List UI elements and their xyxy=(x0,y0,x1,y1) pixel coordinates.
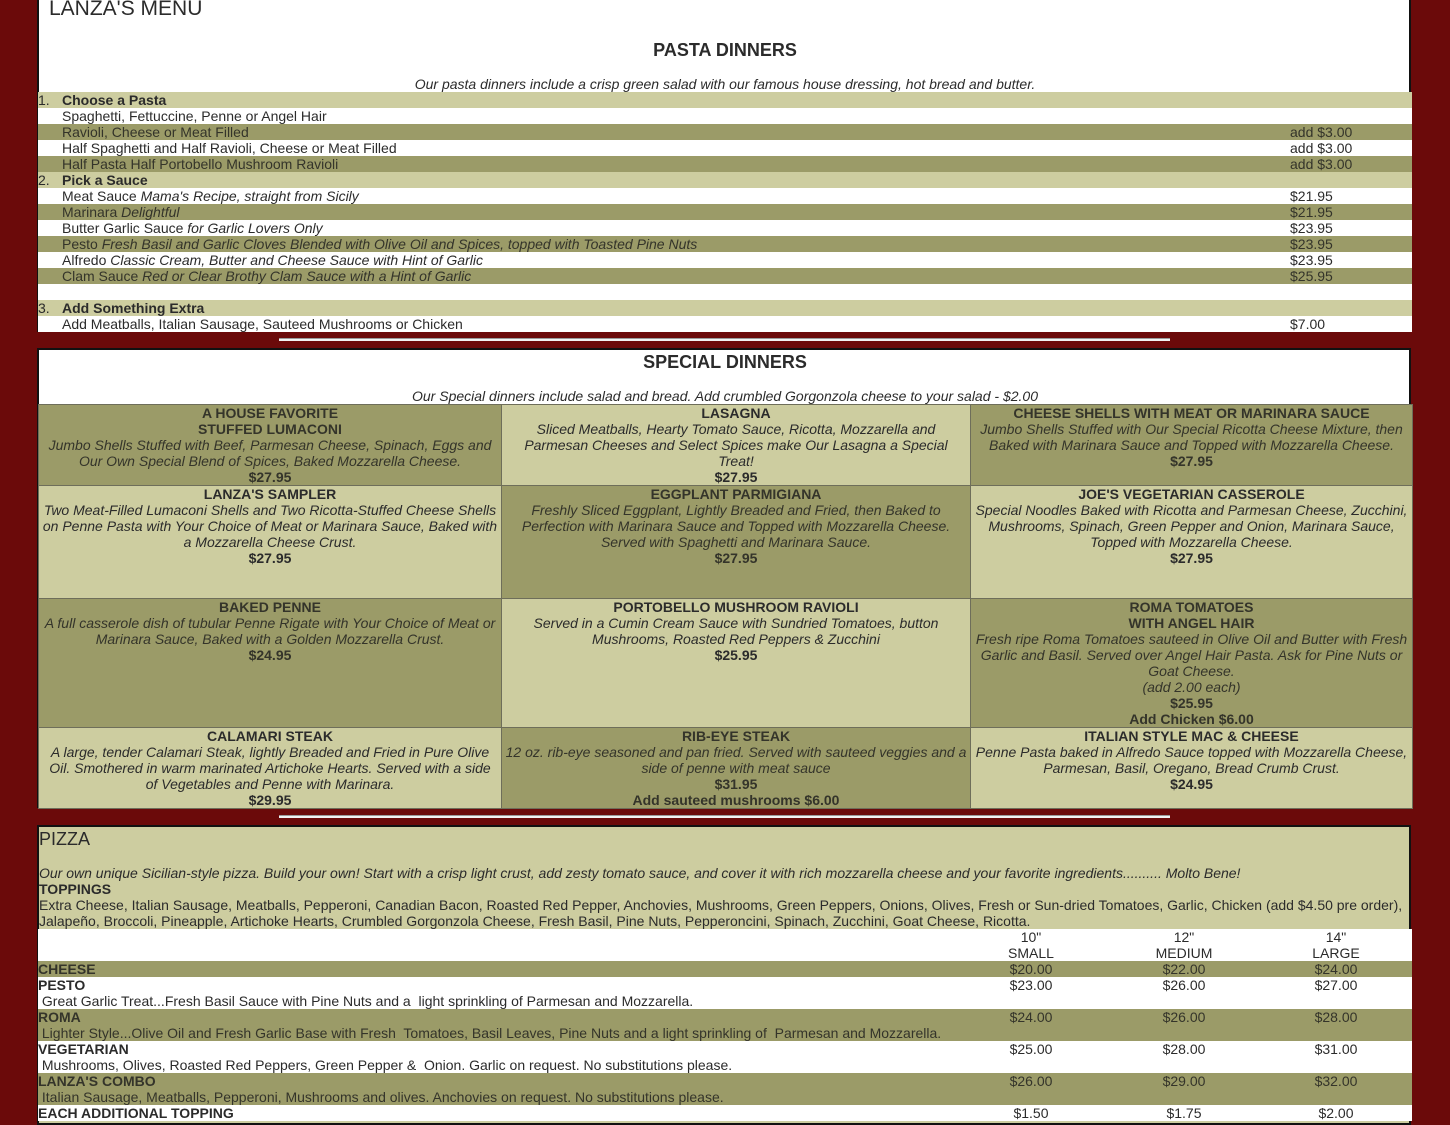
dish-description: A large, tender Calamari Steak, lightly Breaded and Fried in Pure Olive Oil. Smothered in warm marinated Artichoke Hearts. Served with a side of Vegetables and Penne with Marinara. xyxy=(49,744,491,792)
special-dish xyxy=(39,728,502,809)
special-row xyxy=(39,599,1413,728)
item-name: Alfredo xyxy=(62,252,107,268)
size-column xyxy=(1139,929,1229,961)
dish-description: A full casserole dish of tubular Penne Rigate with Your Choice of Meat or Marinara Sauce, Baked with a Golden Mozzarella Crust. xyxy=(44,615,496,647)
divider-rule xyxy=(279,815,1170,818)
row-item xyxy=(62,92,166,108)
pizza-price: $28.00 xyxy=(1162,1041,1206,1057)
item-description: Classic Cream, Butter and Cheese Sauce with Hint of Garlic xyxy=(110,252,483,268)
item-price: $23.95 xyxy=(1290,220,1333,236)
pizza-description: Italian Sausage, Meatballs, Pepperoni, Mushrooms and olives. Anchovies on request. No substitutions please. xyxy=(38,1089,724,1105)
pasta-panel xyxy=(37,0,1411,332)
pizza-price: $1.50 xyxy=(1013,1105,1049,1121)
dish-name: PORTOBELLO MUSHROOM RAVIOLI xyxy=(613,599,859,615)
toppings-list: Extra Cheese, Italian Sausage, Meatballs, Pepperoni, Canadian Bacon, Roasted Red Pepper, Anchovies, Mushrooms, Green Peppers, Onions, Olives, Fresh or Sun-dried Tomatoes, Garlic, Chicken (add $4.50 pre order), Jalapeño, Broccoli, Pineapple, Artichoke Hearts, Crumbled Gorgonzola Cheese, Fresh Basil, Pine Nuts, Pepperoncini, Spinach, Zucchini, Goat Cheese, Ricotta. xyxy=(39,897,1403,929)
row-item xyxy=(62,188,359,204)
dish-name: RIB-EYE STEAK xyxy=(681,728,791,744)
pizza-item xyxy=(38,977,1412,1009)
item-name: Choose a Pasta xyxy=(62,92,167,108)
item-price: $23.95 xyxy=(1290,252,1333,268)
row-item xyxy=(62,220,323,236)
pizza-item-text xyxy=(38,1073,724,1105)
pizza-item xyxy=(38,1073,1412,1105)
pizza-item-text xyxy=(38,977,693,1009)
item-price: $21.95 xyxy=(1290,204,1333,220)
size-inches: 12" xyxy=(1173,929,1195,945)
dish-description: Jumbo Shells Stuffed with Beef, Parmesan Cheese, Spinach, Eggs and Our Own Special Blend of Spices, Baked Mozzarella Cheese. xyxy=(48,437,492,469)
pizza-description: Mushrooms, Olives, Roasted Red Peppers, Green Pepper & Onion. Garlic on request. No substitutions please. xyxy=(38,1057,733,1073)
dish-description: Served in a Cumin Cream Sauce with Sundried Tomatoes, button Mushrooms, Roasted Red Peppers & Zucchini xyxy=(533,615,939,647)
pizza-price: $24.00 xyxy=(1009,1009,1053,1025)
pizza-item-text xyxy=(38,961,96,977)
item-name: Half Pasta Half Portobello Mushroom Ravioli xyxy=(62,156,339,172)
pizza-price: $27.00 xyxy=(1314,977,1358,993)
pasta-row xyxy=(38,172,1412,188)
special-intro: Our Special dinners include salad and bread. Add crumbled Gorgonzola cheese to your salad - $2.00 xyxy=(412,388,1038,404)
row-number: 2. xyxy=(38,172,50,188)
pizza-price: $26.00 xyxy=(1162,1009,1206,1025)
dish-price: $27.95 xyxy=(248,550,292,566)
row-item xyxy=(62,236,697,252)
pizza-item xyxy=(38,1105,1412,1121)
pizza-price: $26.00 xyxy=(1162,977,1206,993)
pizza-item xyxy=(38,1009,1412,1041)
item-description: Fresh Basil and Garlic Cloves Blended with Olive Oil and Spices, topped with Toasted Pine Nuts xyxy=(101,236,698,252)
pizza-intro: Our own unique Sicilian-style pizza. Build your own! Start with a crisp light crust, add zesty tomato sauce, and cover it with rich mozzarella cheese and your favorite ingredients.......... Molto Bene! xyxy=(39,865,1241,881)
pasta-row xyxy=(38,204,1412,220)
item-name: Half Spaghetti and Half Ravioli, Cheese or Meat Filled xyxy=(62,140,397,156)
pasta-row xyxy=(38,316,1412,332)
pizza-price: $2.00 xyxy=(1318,1105,1354,1121)
size-inches: 14" xyxy=(1325,929,1347,945)
item-price: $7.00 xyxy=(1290,316,1326,332)
special-dish xyxy=(502,405,971,486)
special-dish xyxy=(971,728,1413,809)
pasta-row xyxy=(38,188,1412,204)
pizza-item-text xyxy=(38,1105,234,1121)
pasta-row xyxy=(38,300,1412,316)
row-item xyxy=(62,108,327,124)
size-column xyxy=(1291,929,1381,961)
special-dish xyxy=(971,486,1413,599)
dish-description: Freshly Sliced Eggplant, Lightly Breaded and Fried, then Baked to Perfection with Marinara Sauce and Topped with Mozzarella Cheese. Served with Spaghetti and Marinara Sauce. xyxy=(521,502,951,550)
size-column xyxy=(986,929,1076,961)
pizza-name: EACH ADDITIONAL TOPPING xyxy=(38,1105,234,1121)
toppings-label: TOPPINGS xyxy=(39,881,112,897)
row-item xyxy=(62,124,249,140)
pizza-price: $23.00 xyxy=(1009,977,1053,993)
size-label: MEDIUM xyxy=(1155,945,1213,961)
special-dish xyxy=(502,728,971,809)
special-dish xyxy=(971,599,1413,728)
pizza-name: VEGETARIAN xyxy=(38,1041,129,1057)
item-name: Ravioli, Cheese or Meat Filled xyxy=(62,124,249,140)
dish-addon: Add sauteed mushrooms $6.00 xyxy=(632,792,840,808)
dish-price: $27.95 xyxy=(714,469,758,485)
dish-name: CALAMARI STEAK xyxy=(207,728,333,744)
dish-name: EGGPLANT PARMIGIANA xyxy=(650,486,822,502)
special-row xyxy=(39,728,1413,809)
special-dish xyxy=(39,405,502,486)
dish-name: ROMA TOMATOES xyxy=(1129,599,1254,615)
item-description: for Garlic Lovers Only xyxy=(187,220,323,236)
item-name: Pick a Sauce xyxy=(62,172,148,188)
row-item xyxy=(62,140,397,156)
row-item xyxy=(62,156,338,172)
pizza-price: $32.00 xyxy=(1314,1073,1358,1089)
pizza-heading: PIZZA xyxy=(39,829,91,849)
row-item xyxy=(62,316,463,332)
item-name: Spaghetti, Fettuccine, Penne or Angel Hair xyxy=(62,108,327,124)
pizza-price: $26.00 xyxy=(1009,1073,1053,1089)
pasta-row xyxy=(38,156,1412,172)
item-name: Butter Garlic Sauce xyxy=(62,220,184,236)
dish-price: $27.95 xyxy=(1170,550,1213,566)
pizza-price: $28.00 xyxy=(1314,1009,1358,1025)
pasta-row xyxy=(38,140,1412,156)
item-name: Add Something Extra xyxy=(62,300,205,316)
item-price: $23.95 xyxy=(1290,236,1333,252)
item-description: Mama's Recipe, straight from Sicily xyxy=(140,188,359,204)
pasta-row xyxy=(38,220,1412,236)
dish-description: Special Noodles Baked with Ricotta and Parmesan Cheese, Zucchini, Mushrooms, Spinach, Green Pepper and Onion, Marinara Sauce, Topped with Mozzarella Cheese. xyxy=(975,502,1408,550)
dish-price: $27.95 xyxy=(248,469,292,485)
dish-name: ITALIAN STYLE MAC & CHEESE xyxy=(1084,728,1299,744)
page-title: LANZA'S MENU xyxy=(49,0,203,20)
pizza-panel xyxy=(37,825,1411,1125)
dish-price: $24.95 xyxy=(248,647,292,663)
size-inches: 10" xyxy=(1020,929,1042,945)
row-number: 3. xyxy=(38,300,50,316)
row-item xyxy=(62,172,148,188)
dish-price: $29.95 xyxy=(248,792,292,808)
size-label: LARGE xyxy=(1312,945,1360,961)
divider-rule xyxy=(279,338,1170,341)
dish-name: JOE'S VEGETARIAN CASSEROLE xyxy=(1078,486,1305,502)
item-name: Marinara xyxy=(62,204,118,220)
special-dish xyxy=(971,405,1413,486)
special-dish xyxy=(39,599,502,728)
dish-description: Two Meat-Filled Lumaconi Shells and Two Ricotta-Stuffed Cheese Shells on Penne Pasta with Your Choice of Meat or Marinara Sauce, Baked with a Mozzarella Cheese Crust. xyxy=(42,502,498,550)
item-description: Delightful xyxy=(121,204,180,220)
pasta-row xyxy=(38,252,1412,268)
item-price: add $3.00 xyxy=(1290,140,1353,156)
pizza-price: $31.00 xyxy=(1314,1041,1358,1057)
pasta-row xyxy=(38,108,1412,124)
special-panel xyxy=(37,348,1411,808)
pasta-row xyxy=(38,92,1412,108)
pizza-description: Lighter Style...Olive Oil and Fresh Garlic Base with Fresh Tomatoes, Basil Leaves, Pine Nuts and a light sprinkling of Parmesan and Mozzarella. xyxy=(38,1025,942,1041)
dish-name: BAKED PENNE xyxy=(219,599,321,615)
dish-name: LANZA'S SAMPLER xyxy=(203,486,337,502)
dish-price: $27.95 xyxy=(714,550,758,566)
pasta-heading: PASTA DINNERS xyxy=(653,40,797,60)
pasta-row xyxy=(38,268,1412,284)
dish-name: CHEESE SHELLS WITH MEAT OR MARINARA SAUCE xyxy=(1013,405,1370,421)
item-name: Add Meatballs, Italian Sausage, Sauteed Mushrooms or Chicken xyxy=(62,316,463,332)
dish-price: $25.95 xyxy=(714,647,758,663)
row-item xyxy=(62,204,180,220)
dish-description: Fresh ripe Roma Tomatoes sauteed in Olive Oil and Butter with Fresh Garlic and Basil. Served over Angel Hair Pasta. Ask for Pine Nuts or Goat Cheese. xyxy=(975,631,1408,679)
item-description: Red or Clear Brothy Clam Sauce with a Hint of Garlic xyxy=(142,268,472,284)
pizza-item-text xyxy=(38,1041,732,1073)
pizza-name: LANZA'S COMBO xyxy=(38,1073,156,1089)
pasta-row xyxy=(38,284,1412,300)
special-dish xyxy=(502,599,971,728)
dish-price: $27.95 xyxy=(1170,453,1213,469)
pasta-row xyxy=(38,236,1412,252)
size-header xyxy=(38,929,1412,961)
item-name: Meat Sauce xyxy=(62,188,137,204)
row-item xyxy=(62,300,204,316)
special-row xyxy=(39,486,1413,599)
pizza-price: $25.00 xyxy=(1009,1041,1053,1057)
row-item xyxy=(62,252,483,268)
special-dish xyxy=(502,486,971,599)
special-grid xyxy=(38,404,1413,809)
pizza-item xyxy=(38,1041,1412,1073)
dish-description: Jumbo Shells Stuffed with Our Special Ricotta Cheese Mixture, then Baked with Marinara Sauce and Topped with Mozzarella Cheese. xyxy=(980,421,1403,453)
pizza-item-text xyxy=(38,1009,941,1041)
dish-name: WITH ANGEL HAIR xyxy=(1128,615,1255,631)
dish-description: (add 2.00 each) xyxy=(1142,679,1241,695)
pizza-price: $1.75 xyxy=(1166,1105,1202,1121)
dish-name: STUFFED LUMACONI xyxy=(198,421,342,437)
pizza-price: $29.00 xyxy=(1162,1073,1206,1089)
dish-price: $24.95 xyxy=(1170,776,1213,792)
pizza-name: PESTO xyxy=(38,977,86,993)
item-price: add $3.00 xyxy=(1290,156,1353,172)
pizza-price: $24.00 xyxy=(1314,961,1358,977)
size-label: SMALL xyxy=(1008,945,1054,961)
dish-name: A HOUSE FAVORITE xyxy=(201,405,339,421)
special-heading: SPECIAL DINNERS xyxy=(643,352,807,372)
pizza-price: $22.00 xyxy=(1162,961,1206,977)
item-price: add $3.00 xyxy=(1290,124,1353,140)
pizza-name: ROMA xyxy=(38,1009,81,1025)
special-row xyxy=(39,405,1413,486)
pizza-description: Great Garlic Treat...Fresh Basil Sauce with Pine Nuts and a light sprinkling of Parmesan and Mozzarella. xyxy=(38,993,694,1009)
pizza-name: CHEESE xyxy=(38,961,96,977)
pasta-row xyxy=(38,124,1412,140)
special-dish xyxy=(39,486,502,599)
row-number: 1. xyxy=(38,92,50,108)
pizza-price: $20.00 xyxy=(1009,961,1053,977)
item-name: Pesto xyxy=(62,236,98,252)
dish-description: Sliced Meatballs, Hearty Tomato Sauce, Ricotta, Mozzarella and Parmesan Cheeses and Select Spices make Our Lasagna a Special Treat! xyxy=(524,421,948,469)
item-price: $25.95 xyxy=(1290,268,1333,284)
dish-price: $25.95 xyxy=(1170,695,1213,711)
row-item xyxy=(62,268,471,284)
dish-description: 12 oz. rib-eye seasoned and pan fried. Served with sauteed veggies and a side of penne with meat sauce xyxy=(505,744,967,776)
pizza-item xyxy=(38,961,1412,977)
dish-name: LASAGNA xyxy=(701,405,771,421)
dish-description: Penne Pasta baked in Alfredo Sauce topped with Mozzarella Cheese, Parmesan, Basil, Oregano, Bread Crumb Crust. xyxy=(975,744,1408,776)
dish-addon: Add Chicken $6.00 xyxy=(1129,711,1254,727)
item-price: $21.95 xyxy=(1290,188,1333,204)
item-name: Clam Sauce xyxy=(62,268,139,284)
pasta-intro: Our pasta dinners include a crisp green salad with our famous house dressing, hot bread and butter. xyxy=(414,76,1036,92)
dish-price: $31.95 xyxy=(714,776,758,792)
